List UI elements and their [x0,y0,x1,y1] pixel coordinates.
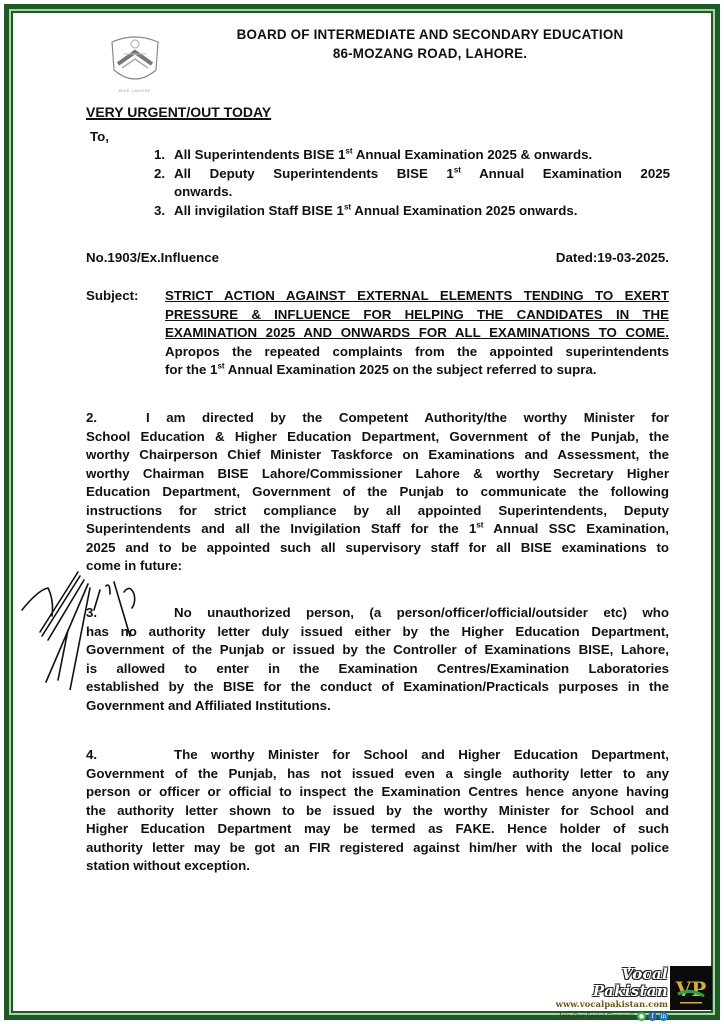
svg-text:VP: VP [675,977,707,1001]
subject-note: Apropos the repeated complaints from the appointed superintendents [165,343,669,359]
recipient-item: 2. All Deputy Superintendents BISE 1st Annual Examination 2025 [154,165,671,181]
whatsapp-icon: ● [638,1013,645,1020]
salutation: To, [90,129,109,144]
brand-name: Vocal Pakistan [592,965,668,1000]
vp-logo-icon [670,966,712,1010]
reference-number: No.1903/Ex.Influence [86,250,220,265]
priority-heading: VERY URGENT/OUT TODAY [86,104,272,120]
brand-join: Join Our Social Groups@ ● f in [559,1013,667,1020]
paragraph-number: 2. [86,410,98,425]
paragraph-number: 4. [86,747,98,762]
subject-label: Subject: [86,288,139,303]
paragraph-2: 2. I am directed by the Competent Authority/the worthy Minister for School Education & Higher Education Department, Government of the Punjab, the worthy Chairperson Chief Minister Taskforce on Examinations and Assessment, the worthy Chairman BISE Lahore/Commissioner Lahore & worthy Secretary Higher Education Department, Government of the Punjab to communicate the following instructions for strict compliance by all appointed Superintendents, Deputy Superintendents and all the Invigilation Staff for the 1st Annual SSC Examination, 2025 and to be appointed such all supervisory staff for all BISE examinations to come in future: [86,410,670,573]
paragraph-3: 3. No unauthorized person, (a person/officer/official/outsider etc) who has no authority letter duly issued either by the Higher Education Department, Government of the Punjab or issued by the Controller of Examinations BISE, Lahore, is allowed to enter in the Examination Centres/Examination Laboratories established by the BISE for the conduct of Examination/Practicals purposes in the Government and Affiliated Institutions. [86,605,669,713]
organization-name: BOARD OF INTERMEDIATE AND SECONDARY EDUCATION [236,27,624,42]
subject-text [165,287,669,380]
subject-note: for the 1st Annual Examination 2025 on the subject referred to supra. [165,361,597,377]
date: Dated:19-03-2025. [555,250,669,265]
linkedin-icon: in [660,1013,667,1020]
recipient-item: 1. All Superintendents BISE 1st Annual Examination 2025 & onwards. [154,146,593,162]
recipient-item: 3. All invigilation Staff BISE 1st Annual Examination 2025 onwards. [154,202,578,218]
subject-line: STRICT ACTION AGAINST EXTERNAL ELEMENTS TENDING TO EXERT [165,288,669,303]
subject-line: EXAMINATION 2025 AND ONWARDS FOR ALL EXAMINATIONS TO COME. [165,325,669,340]
watermark-brand [548,966,668,1022]
subject-line: PRESSURE & INFLUENCE FOR HELPING THE CANDIDATES IN THE [165,306,669,322]
recipients-list [154,146,670,220]
handwritten-signature-icon [18,570,158,690]
recipient-item-continuation: onwards. [174,184,233,199]
paragraph-number: 3. [86,605,98,620]
organization-address: 86-MOZANG ROAD, LAHORE. [332,46,528,61]
brand-url: www.vocalpakistan.com [555,1000,668,1010]
paragraph-4: 4. The worthy Minister for School and Higher Education Department, Government of the Punjab, has not issued even a single authority letter to any person or officer or official to inspect the Examination Centres hence anyone having the authority letter shown to be issued by the worthy Minister for School and Higher Education Department may be termed as FAKE. Hence holder of such authority letter may be got an FIR registered against him/her with the local police station without exception. [86,747,669,873]
logo-caption: BISE LAHORE [118,88,152,93]
facebook-icon: f [648,1012,657,1021]
